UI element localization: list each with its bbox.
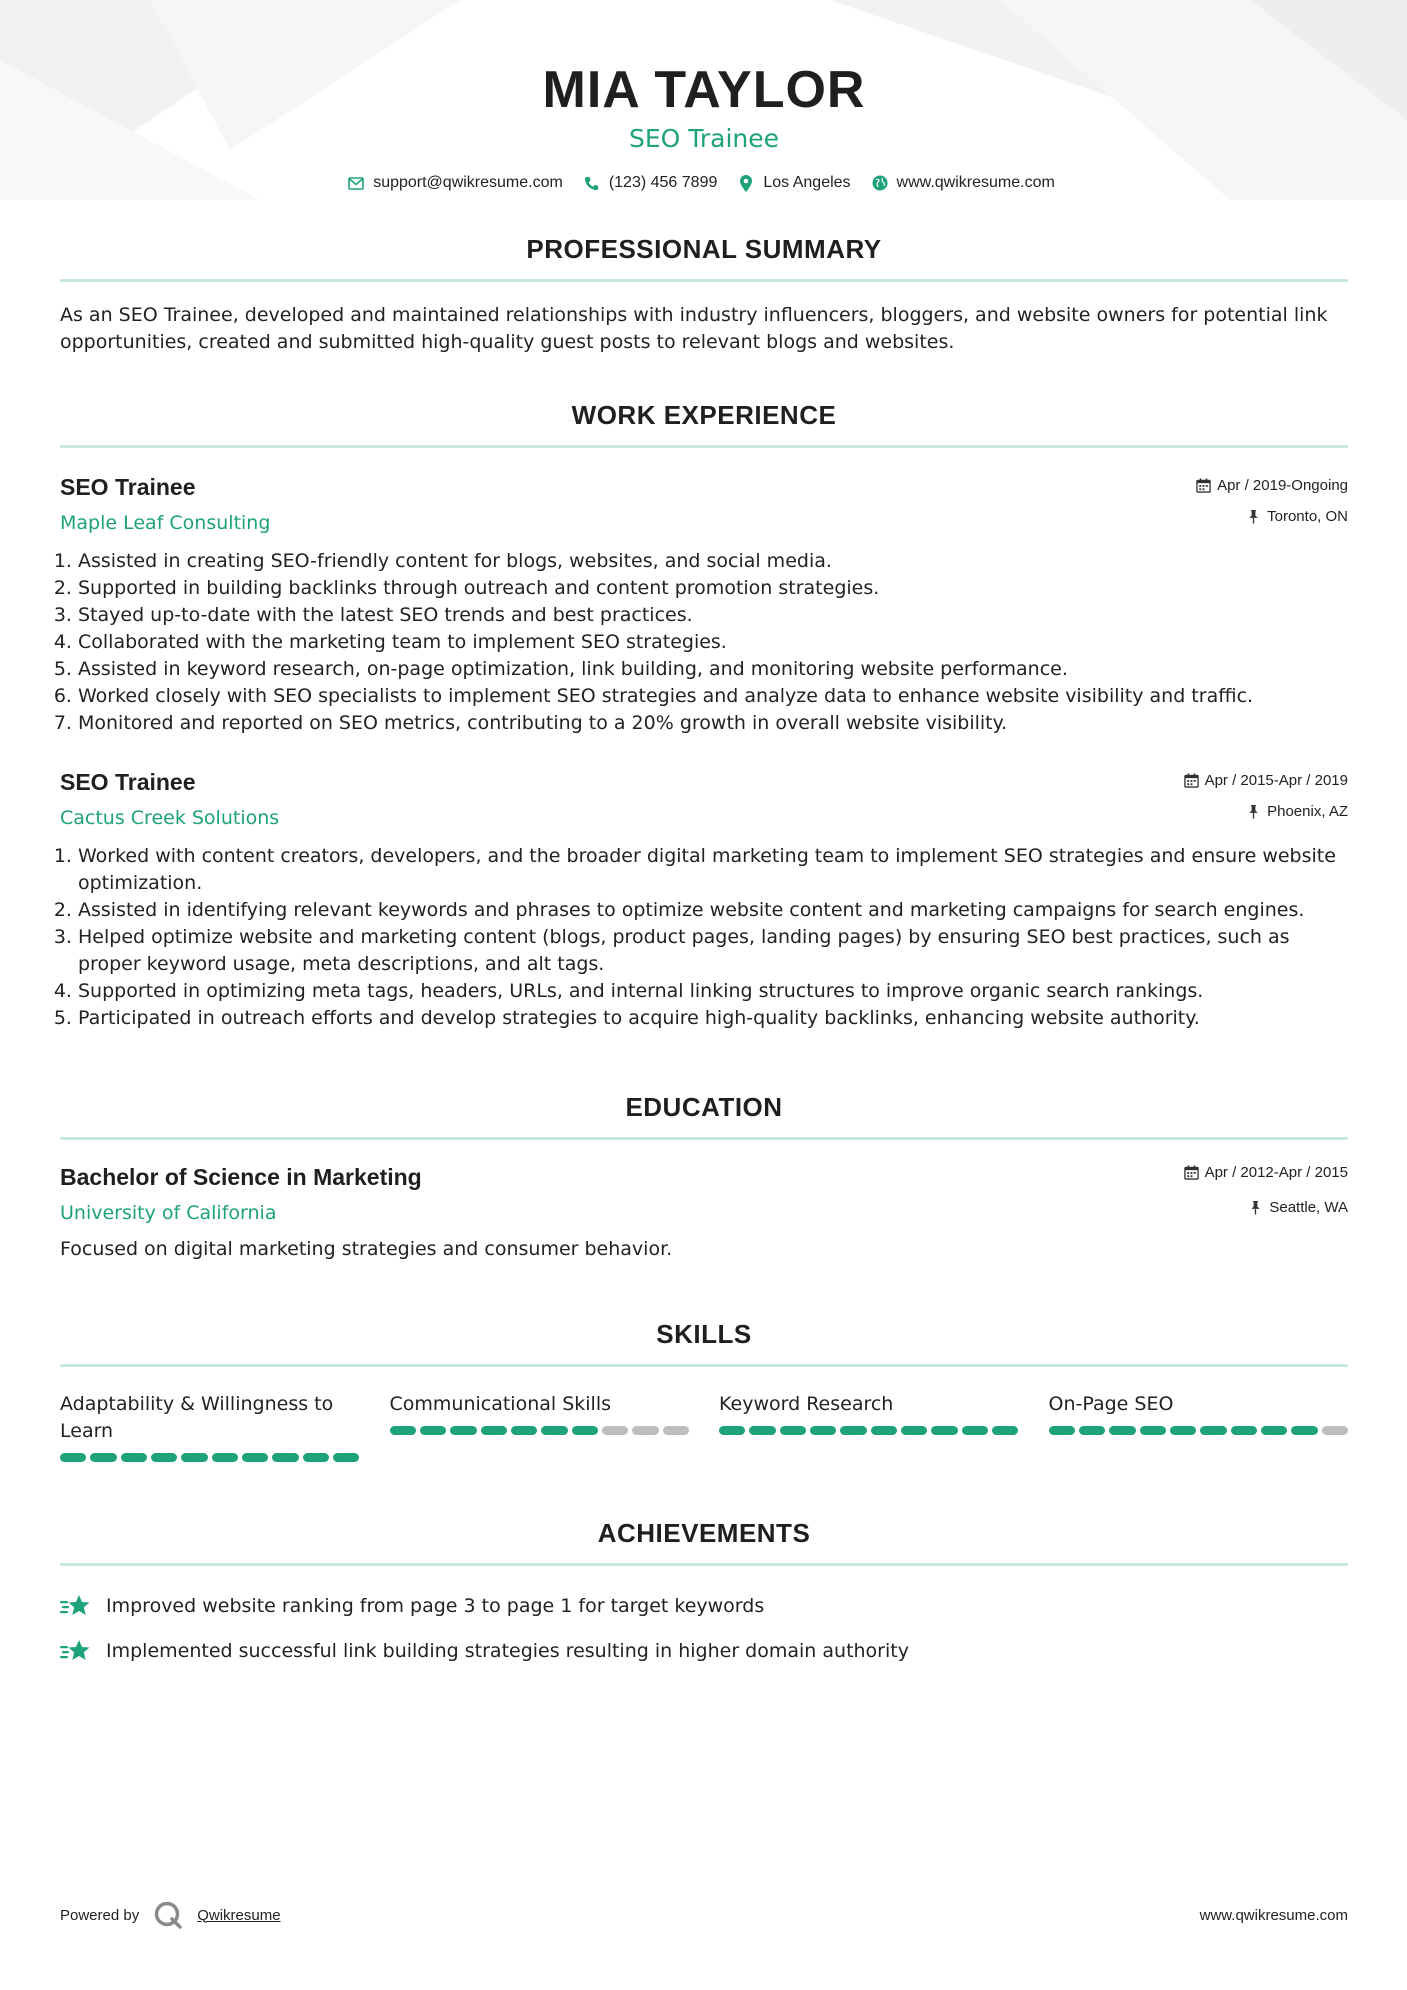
achievements-heading: ACHIEVEMENTS: [597, 1518, 811, 1548]
contact-phone[interactable]: [583, 174, 718, 192]
job-entry: [60, 472, 1348, 737]
skill-level-bar: [719, 1426, 1019, 1435]
skill-level-segment: [1170, 1426, 1196, 1435]
powered-by-label: Powered by: [60, 1906, 140, 1924]
skill-level-segment: [719, 1426, 745, 1435]
skill-level-bar: [60, 1453, 360, 1462]
job-meta: [1196, 477, 1348, 525]
skills-list: [60, 1391, 1348, 1462]
shooting-star-icon: [60, 1637, 92, 1665]
education-meta: [1184, 1164, 1348, 1216]
summary-divider: [60, 279, 1348, 282]
skill-level-segment: [602, 1426, 628, 1435]
job-responsibilities: [60, 843, 1348, 1032]
job-title: SEO Trainee: [60, 769, 196, 795]
phone-text: (123) 456 7899: [608, 174, 718, 191]
job-company: Cactus Creek Solutions: [60, 807, 280, 829]
candidate-name: MIA TAYLOR: [542, 61, 866, 119]
education-dates: [1184, 1164, 1348, 1181]
location-text: Los Angeles: [763, 174, 851, 191]
candidate-role: SEO Trainee: [628, 124, 780, 153]
skill-level-segment: [780, 1426, 806, 1435]
achievement-text: Implemented successful link building strategies resulting in higher domain authority: [106, 1639, 909, 1662]
summary-text: As an SEO Trainee, developed and maintained relationships with industry influencers, bloggers, and website owners for potential link opportunities, created and submitted high-quality guest posts to relevant blogs and websites.: [60, 304, 1328, 353]
job-dates: [1196, 477, 1348, 494]
skill-level-segment: [181, 1453, 207, 1462]
skill-level-segment: [303, 1453, 329, 1462]
skill-level-segment: [663, 1426, 689, 1435]
education-divider: [60, 1137, 1348, 1140]
education-description: Focused on digital marketing strategies and consumer behavior.: [60, 1238, 673, 1260]
qwikresume-logo-icon: [153, 1900, 183, 1930]
email-text: support@qwikresume.com: [373, 174, 563, 191]
job-location: [1196, 508, 1348, 525]
skill-level-segment: [420, 1426, 446, 1435]
footer-website[interactable]: www.qwikresume.com: [1199, 1906, 1348, 1924]
skill-level-segment: [1049, 1426, 1075, 1435]
experience-heading: WORK EXPERIENCE: [571, 400, 837, 430]
job-dates-text: Apr / 2015-Apr / 2019: [1204, 772, 1348, 789]
job-location-text: Toronto, ON: [1267, 508, 1348, 525]
qwikresume-link[interactable]: Qwikresume: [197, 1906, 281, 1924]
list-item: 5. Assisted in keyword research, on-page optimization, link building, and monitoring website performance.: [78, 656, 1348, 683]
skill-level-segment: [992, 1426, 1018, 1435]
education-dates-text: Apr / 2012-Apr / 2015: [1204, 1164, 1348, 1181]
skill-level-segment: [212, 1453, 238, 1462]
contact-website[interactable]: [871, 174, 1055, 192]
list-item: 5. Participated in outreach efforts and develop strategies to acquire high-quality backlinks, enhancing website authority.: [78, 1005, 1348, 1032]
skills-heading: SKILLS: [656, 1319, 752, 1349]
globe-icon: [871, 174, 889, 192]
job-title: SEO Trainee: [60, 474, 196, 500]
resume-header: [60, 0, 1348, 192]
skill-level-segment: [871, 1426, 897, 1435]
skill-level-segment: [1231, 1426, 1257, 1435]
education-heading: EDUCATION: [625, 1092, 783, 1122]
skill-level-segment: [840, 1426, 866, 1435]
summary-heading: PROFESSIONAL SUMMARY: [526, 234, 882, 264]
skill-level-bar: [1049, 1426, 1349, 1435]
contact-email[interactable]: [347, 174, 563, 192]
skill-level-segment: [481, 1426, 507, 1435]
skill-item: [390, 1391, 690, 1462]
skill-level-bar: [390, 1426, 690, 1435]
skill-level-segment: [931, 1426, 957, 1435]
skill-level-segment: [1322, 1426, 1348, 1435]
skill-level-segment: [272, 1453, 298, 1462]
achievement-text: Improved website ranking from page 3 to page 1 for target keywords: [106, 1594, 765, 1617]
page-footer: [60, 1900, 1348, 1930]
skill-level-segment: [1140, 1426, 1166, 1435]
achievements-list: [60, 1592, 1348, 1665]
skill-item: [1049, 1391, 1349, 1462]
job-location-text: Phoenix, AZ: [1267, 803, 1348, 820]
school-name: University of California: [60, 1202, 277, 1224]
map-pin-icon: [737, 174, 755, 192]
phone-icon: [583, 174, 601, 192]
job-dates: [1184, 772, 1348, 789]
degree-title: Bachelor of Science in Marketing: [60, 1164, 422, 1190]
job-location: [1184, 803, 1348, 820]
skill-item: [60, 1391, 360, 1462]
job-entry: [60, 767, 1348, 1032]
job-dates-text: Apr / 2019-Ongoing: [1217, 477, 1348, 494]
pushpin-icon: [1246, 804, 1261, 819]
skill-name: Adaptability & Willingness to Learn: [60, 1393, 334, 1442]
skill-level-segment: [749, 1426, 775, 1435]
contact-location: [737, 174, 850, 192]
skill-level-segment: [60, 1453, 86, 1462]
job-meta: [1184, 772, 1348, 820]
list-item: 6. Worked closely with SEO specialists to implement SEO strategies and analyze data to enhance website visibility and traffic.: [78, 683, 1348, 710]
list-item: 4. Collaborated with the marketing team to implement SEO strategies.: [78, 629, 1348, 656]
skill-level-segment: [1200, 1426, 1226, 1435]
skill-level-segment: [1261, 1426, 1287, 1435]
skill-name: Keyword Research: [719, 1393, 894, 1415]
resume-page: [60, 0, 1348, 1682]
skill-level-segment: [541, 1426, 567, 1435]
skill-level-segment: [242, 1453, 268, 1462]
contact-bar: [60, 174, 1348, 192]
calendar-icon: [1184, 773, 1199, 788]
calendar-icon: [1196, 478, 1211, 493]
list-item: 4. Supported in optimizing meta tags, headers, URLs, and internal linking structures to improve organic search rankings.: [78, 978, 1348, 1005]
list-item: 1. Worked with content creators, developers, and the broader digital marketing team to implement SEO strategies and ensure website optimization.: [78, 843, 1348, 897]
envelope-icon: [347, 174, 365, 192]
list-item: 2. Supported in building backlinks through outreach and content promotion strategies.: [78, 575, 1348, 602]
skill-level-segment: [810, 1426, 836, 1435]
website-text: www.qwikresume.com: [896, 174, 1055, 191]
skill-level-segment: [511, 1426, 537, 1435]
skill-level-segment: [632, 1426, 658, 1435]
calendar-icon: [1184, 1165, 1199, 1180]
skill-level-segment: [450, 1426, 476, 1435]
skill-level-segment: [1109, 1426, 1135, 1435]
achievement-item: [60, 1592, 1348, 1620]
list-item: 1. Assisted in creating SEO-friendly content for blogs, websites, and social media.: [78, 548, 1348, 575]
skill-level-segment: [572, 1426, 598, 1435]
skill-level-segment: [121, 1453, 147, 1462]
pushpin-icon: [1246, 509, 1261, 524]
skill-name: Communicational Skills: [389, 1393, 612, 1415]
achievement-item: [60, 1637, 1348, 1665]
list-item: 2. Assisted in identifying relevant keywords and phrases to optimize website content and marketing campaigns for search engines.: [78, 897, 1348, 924]
skill-name: On-Page SEO: [1048, 1393, 1174, 1415]
education-location-text: Seattle, WA: [1269, 1199, 1348, 1216]
skill-level-segment: [1079, 1426, 1105, 1435]
education-entry: [60, 1162, 1348, 1263]
skill-level-segment: [151, 1453, 177, 1462]
list-item: 3. Stayed up-to-date with the latest SEO trends and best practices.: [78, 602, 1348, 629]
skill-level-segment: [333, 1453, 359, 1462]
footer-branding: [60, 1900, 281, 1930]
job-company: Maple Leaf Consulting: [60, 512, 271, 534]
achievements-divider: [60, 1563, 1348, 1566]
skill-level-segment: [390, 1426, 416, 1435]
education-location: [1184, 1199, 1348, 1216]
skill-level-segment: [90, 1453, 116, 1462]
skill-level-segment: [901, 1426, 927, 1435]
skill-item: [719, 1391, 1019, 1462]
list-item: 7. Monitored and reported on SEO metrics, contributing to a 20% growth in overall website visibility.: [78, 710, 1348, 737]
skill-level-segment: [962, 1426, 988, 1435]
skill-level-segment: [1291, 1426, 1317, 1435]
skills-divider: [60, 1364, 1348, 1367]
pushpin-icon: [1248, 1200, 1263, 1215]
experience-divider: [60, 445, 1348, 448]
list-item: 3. Helped optimize website and marketing content (blogs, product pages, landing pages) by ensuring SEO best practices, such as proper keyword usage, meta descriptions, and alt tags.: [78, 924, 1348, 978]
job-responsibilities: [60, 548, 1348, 737]
shooting-star-icon: [60, 1592, 92, 1620]
